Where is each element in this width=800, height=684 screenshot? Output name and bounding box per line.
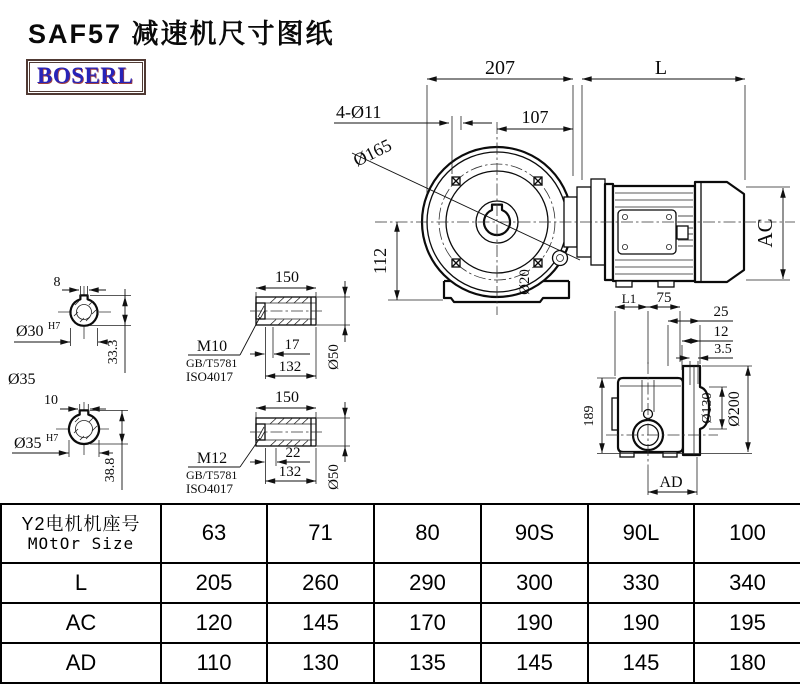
dim-bore-d35-tol: H7 [46,433,59,444]
dim-75: 75 [656,290,672,306]
section-bore-35 [12,393,128,490]
dim-d130: Ø130 [700,392,715,424]
table-row-header [1,504,800,563]
dim-flange-diameter: Ø165 [350,134,395,171]
label-std-iso-top: ISO4017 [186,369,233,384]
row-label-L: L [1,563,161,603]
cell-L-90s: 300 [481,563,588,603]
table-col-100: 100 [694,504,800,563]
cell-AD-71: 130 [267,643,374,683]
dim-key-width-8: 8 [53,275,61,290]
cell-AC-80: 170 [374,603,481,643]
dim-132-top: 132 [278,359,302,375]
dim-189: 189 [582,405,597,427]
bore-35-outline [69,410,99,444]
table-col-63: 63 [161,504,267,563]
dim-motor-length-L: L [654,57,668,79]
dim-d200: Ø200 [726,391,743,427]
cell-AC-90l: 190 [588,603,694,643]
cell-AD-100: 180 [694,643,800,683]
label-thread-m12: M12 [196,450,228,467]
dim-132-bottom: 132 [278,464,302,480]
dim-17: 17 [284,337,300,353]
dim-38-8: 38.8 [103,457,118,483]
cell-L-100: 340 [694,563,800,603]
table-col-90l: 90L [588,504,694,563]
cell-L-80: 290 [374,563,481,603]
label-std-gb-top: GB/T5781 [186,356,238,370]
cell-AD-63: 110 [161,643,267,683]
side-view [582,290,752,495]
cell-AD-90s: 145 [481,643,588,683]
dim-AC: AC [753,218,777,248]
dim-d50-bottom: Ø50 [326,464,342,490]
dimension-table [0,503,800,684]
dim-207: 207 [485,57,515,79]
dim-112: 112 [370,247,390,275]
shaft-detail-m12 [186,389,350,496]
table-header-en: MOtOr Size [27,533,135,553]
dim-107: 107 [521,107,549,127]
dim-L1: L1 [621,291,637,306]
dim-bore-d30: Ø30 [16,323,44,340]
dim-bore-d30-tol: H7 [48,321,61,332]
table-header-cn: Y2电机机座号 [21,513,141,534]
cell-L-90l: 330 [588,563,694,603]
cell-L-71: 260 [267,563,374,603]
dim-150-bottom: 150 [275,389,299,406]
dim-33-3: 33.3 [106,339,121,365]
cell-AD-90l: 145 [588,643,694,683]
brand-logo-text: BOSERL [37,63,134,88]
page-title: SAF57 减速机尺寸图纸 [28,19,335,49]
dim-bore-d35: Ø35 [14,435,42,452]
dim-key-width-10: 10 [44,393,58,408]
cell-AC-90s: 190 [481,603,588,643]
dim-bolt-holes: 4-Ø11 [336,102,382,122]
row-label-AC: AC [1,603,161,643]
section-bore-30 [8,275,131,388]
table-col-90s: 90S [481,504,588,563]
label-std-gb-bottom: GB/T5781 [186,468,238,482]
table-row-AC [1,603,800,643]
label-thread-m10: M10 [196,338,228,355]
dim-22: 22 [285,445,301,461]
table-header-motor-size [1,504,161,563]
table-row-AD [1,643,800,683]
table-col-80: 80 [374,504,481,563]
table-col-71: 71 [267,504,374,563]
cell-AC-71: 145 [267,603,374,643]
front-view [334,57,795,315]
label-std-iso-bottom: ISO4017 [186,481,233,496]
fan-cover [695,182,744,282]
cell-AC-100: 195 [694,603,800,643]
cell-AC-63: 120 [161,603,267,643]
dim-12: 12 [713,324,729,340]
dim-150-top: 150 [275,269,299,286]
label-d35: Ø35 [8,371,36,388]
dim-3-5: 3.5 [714,342,732,357]
shaft-detail-m10 [186,269,350,384]
bore-30-outline [71,295,98,325]
row-label-AD: AD [1,643,161,683]
cell-AD-80: 135 [374,643,481,683]
dim-AD: AD [659,474,683,491]
motor [605,182,744,287]
dim-d50-top: Ø50 [326,344,342,370]
cell-L-63: 205 [161,563,267,603]
dim-25: 25 [713,304,729,320]
dim-shaft-d20: Ø20 [517,269,533,295]
table-row-L [1,563,800,603]
